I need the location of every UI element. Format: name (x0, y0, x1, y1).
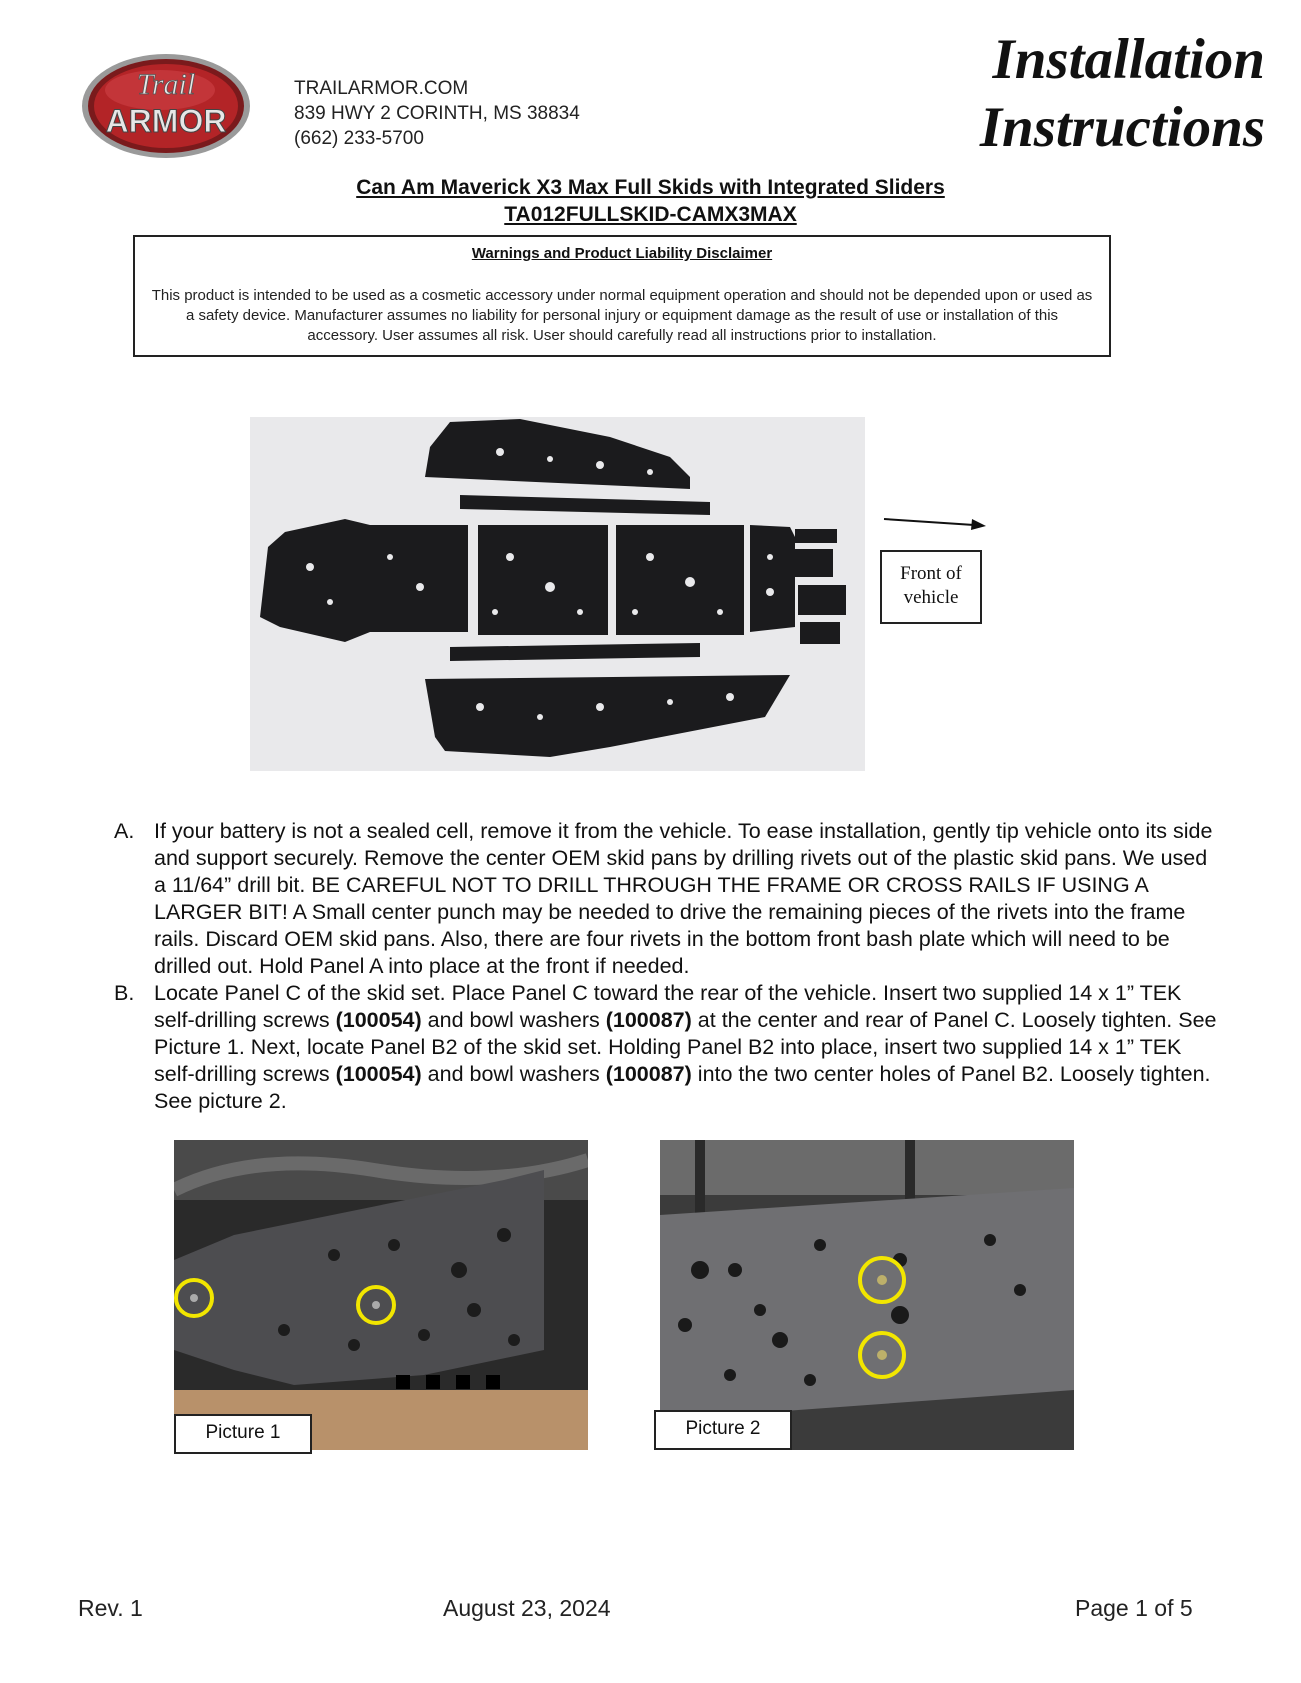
page-number: Page 1 of 5 (1075, 1595, 1193, 1621)
trail-armor-logo (80, 52, 252, 160)
picture-2-photo (660, 1140, 1074, 1450)
skid-set-photo (250, 417, 865, 771)
step-a-text: If your battery is not a sealed cell, remove it from the vehicle. To ease installation, gently tip vehicle onto its side and support securely. Remove the center OEM skid pans by drilling rivets out of the plastic skid pans. We used a 11/64” drill bit. BE CAREFUL NOT TO DRILL THROUGH THE FRAME OR CROSS RAILS IF USING A LARGER BIT! A Small center punch may be needed to drive the remaining pieces of the rivets into the frame rails. Discard OEM skid pans. Also, there are four rivets in the bottom front bash plate which will need to be drilled out. Hold Panel A into place at the front if needed. (154, 819, 1213, 978)
front-of-vehicle-callout: Front of vehicle (880, 550, 982, 624)
svg-text:ARMOR: ARMOR (105, 103, 227, 139)
product-name: Can Am Maverick X3 Max Full Skids with Integrated Sliders (356, 176, 945, 199)
company-phone: (662) 233-5700 (294, 128, 424, 149)
instruction-steps (114, 818, 1224, 1115)
step-a-label: A. (114, 819, 135, 843)
document-date: August 23, 2024 (443, 1595, 611, 1621)
part-number: (100087) (605, 1062, 692, 1086)
revision-label: Rev. 1 (78, 1595, 143, 1621)
picture-1-label: Picture 1 (174, 1414, 312, 1454)
part-number: (100087) (605, 1008, 692, 1032)
product-heading (0, 174, 1301, 228)
step-b-text: Locate Panel C of the skid set. Place Panel C toward the rear of the vehicle. Insert two supplied 14 x 1” TEK self-drilling screws (154, 981, 1182, 1032)
step-b-text: at the center and rear of Panel C. Loosely tighten. See Picture 1. Next, locate Panel B2 of the skid set. Holding Panel B2 into place, insert two supplied 14 x 1” TEK self-drilling screws (154, 1008, 1217, 1086)
product-sku: TA012FULLSKID-CAMX3MAX (504, 203, 797, 226)
part-number: (100054) (335, 1062, 422, 1086)
disclaimer-text: This product is intended to be used as a cosmetic accessory under normal equipment operation and should not be depended upon or used as a safety device. Manufacturer assumes no liability for personal injury or equipment damage as the result of use or installation of this accessory. User assumes all risk. User should carefully read all instructions prior to installation. (151, 287, 1093, 344)
company-address: 839 HWY 2 CORINTH, MS 38834 (294, 103, 580, 124)
company-website: TRAILARMOR.COM (294, 78, 469, 99)
step-b-text: into the two center holes of Panel B2. Loosely tighten. See picture 2. (154, 1062, 1211, 1113)
svg-text:Trail: Trail (136, 68, 196, 101)
step-b-label: B. (114, 981, 135, 1005)
step-b-text: and bowl washers (421, 1062, 606, 1086)
title-line-1: Installation (992, 28, 1265, 91)
step-a (114, 818, 1224, 980)
company-contact (294, 76, 580, 151)
front-direction-arrow-icon (882, 515, 986, 531)
picture-1-photo (174, 1140, 588, 1450)
document-title (980, 26, 1265, 162)
step-b-text: and bowl washers (421, 1008, 606, 1032)
step-b (114, 980, 1224, 1115)
part-number: (100054) (335, 1008, 422, 1032)
disclaimer-box (133, 235, 1111, 357)
disclaimer-title: Warnings and Product Liability Disclaimer (471, 245, 773, 262)
title-line-2: Instructions (979, 96, 1265, 159)
picture-2-label: Picture 2 (654, 1410, 792, 1450)
